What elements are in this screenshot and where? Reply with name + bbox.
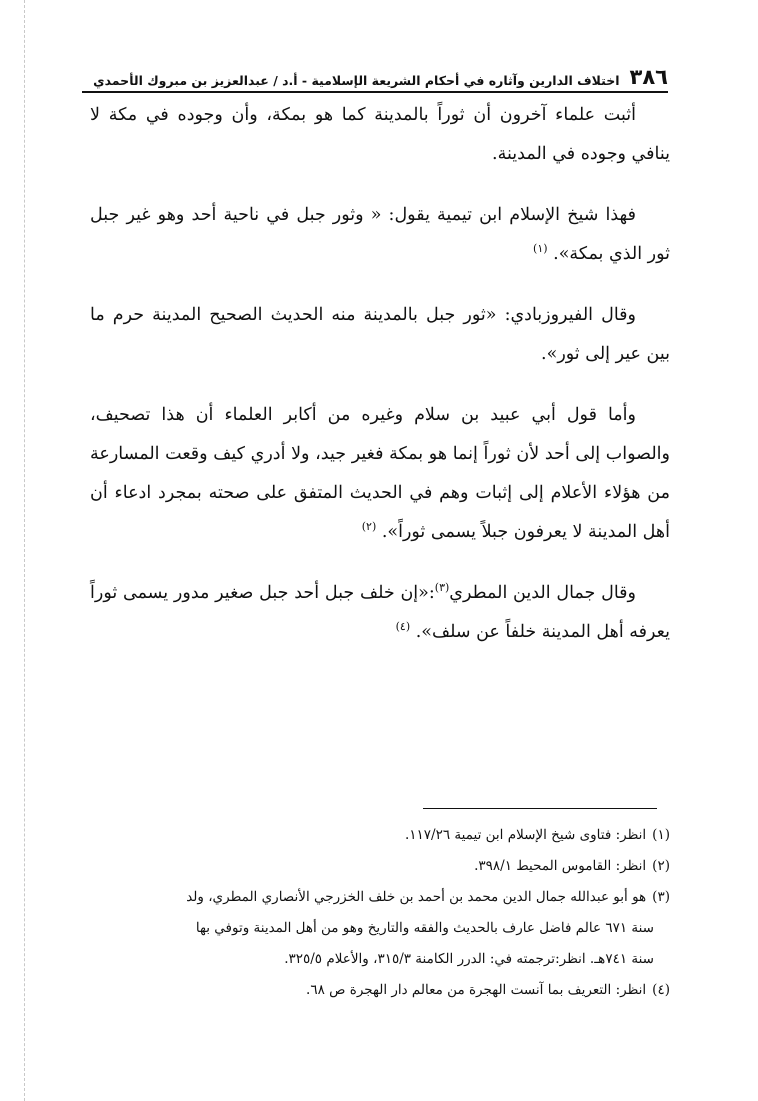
footnote-3 (104, 882, 670, 913)
paragraph-4 (90, 396, 670, 552)
page-number: ٣٨٦ (629, 65, 668, 89)
footnote-ref: (٣) (434, 581, 450, 595)
footnote-text: انظر: القاموس المحيط ٣٩٨/١. (474, 858, 647, 874)
footnote-number: (٣) (652, 889, 670, 905)
paragraph-text: :«إن خلف جبل أحد جبل صغير مدور يسمى ثوراً يعرفه أهل المدينة خلفاً عن سلف». (90, 583, 670, 642)
footnote-number: (١) (652, 827, 670, 843)
footnote-text: سنة ٧٤١هـ. انظر:ترجمته في: الدرر الكامنة ٣١٥/٣، والأعلام ٣٢٥/٥. (284, 951, 654, 967)
page-header (82, 64, 668, 93)
paragraph-text: وقال الفيروزبادي: «ثور جبل بالمدينة منه الحديث الصحيح المدينة حرم ما بين عير إلى ثور». (90, 305, 670, 364)
footnote-text: انظر: التعريف بما آنست الهجرة من معالم دار الهجرة ص ٦٨. (306, 982, 647, 998)
footnote-text: هو أبو عبدالله جمال الدين محمد بن أحمد بن خلف الخزرجي الأنصاري المطري، ولد (186, 889, 647, 905)
paragraph-1 (90, 96, 670, 174)
paragraph-text: أثبت علماء آخرون أن ثوراً بالمدينة كما هو بمكة، وأن وجوده في مكة لا ينافي وجوده في المدينة. (90, 105, 670, 164)
footnote-3-continuation (104, 944, 670, 975)
footnote-3-continuation (104, 913, 670, 944)
paragraph-text: فهذا شيخ الإسلام ابن تيمية يقول: « وثور جبل في ناحية أحد وهو غير جبل ثور الذي بمكة». (90, 205, 670, 264)
paragraph-text: وأما قول أبي عبيد بن سلام وغيره من أكابر العلماء أن هذا تصحيف، والصواب إلى أحد لأن ثوراً إنما هو بمكة فغير جيد، ولا أدري كيف وقعت المسارعة من هؤلاء الأعلام إلى إثبات وهم في الحديث المتفق على صحته بمجرد ادعاء أن أهل المدينة لا يعرفون جبلاً يسمى ثوراً». (90, 405, 670, 542)
running-title: اختلاف الدارين وآثاره في أحكام الشريعة الإسلامية - أ.د / عبدالعزيز بن مبروك الأحمدي (93, 73, 620, 88)
footnote-4 (104, 975, 670, 1006)
footnote-text: انظر: فتاوى شيخ الإسلام ابن تيمية ١١٧/٢٦. (405, 827, 647, 843)
footnote-text: سنة ٦٧١ عالم فاضل عارف بالحديث والفقه والتاريخ وهو من أهل المدينة وتوفي بها (195, 920, 654, 936)
footnote-number: (٤) (652, 982, 670, 998)
footnote-ref: (٤) (395, 620, 411, 634)
paragraph-2 (90, 196, 670, 274)
paragraph-5 (90, 574, 670, 652)
footnote-ref: (١) (533, 242, 548, 256)
footnote-ref: (٢) (361, 520, 377, 534)
paragraph-text: وقال جمال الدين المطري (449, 583, 636, 603)
scan-edge-line (24, 0, 25, 1101)
footnotes (104, 820, 670, 1006)
footnote-2 (104, 851, 670, 882)
paragraph-3 (90, 296, 670, 374)
footnote-separator (423, 808, 657, 809)
footnote-1 (104, 820, 670, 851)
main-text (90, 96, 670, 674)
footnote-number: (٢) (652, 858, 670, 874)
